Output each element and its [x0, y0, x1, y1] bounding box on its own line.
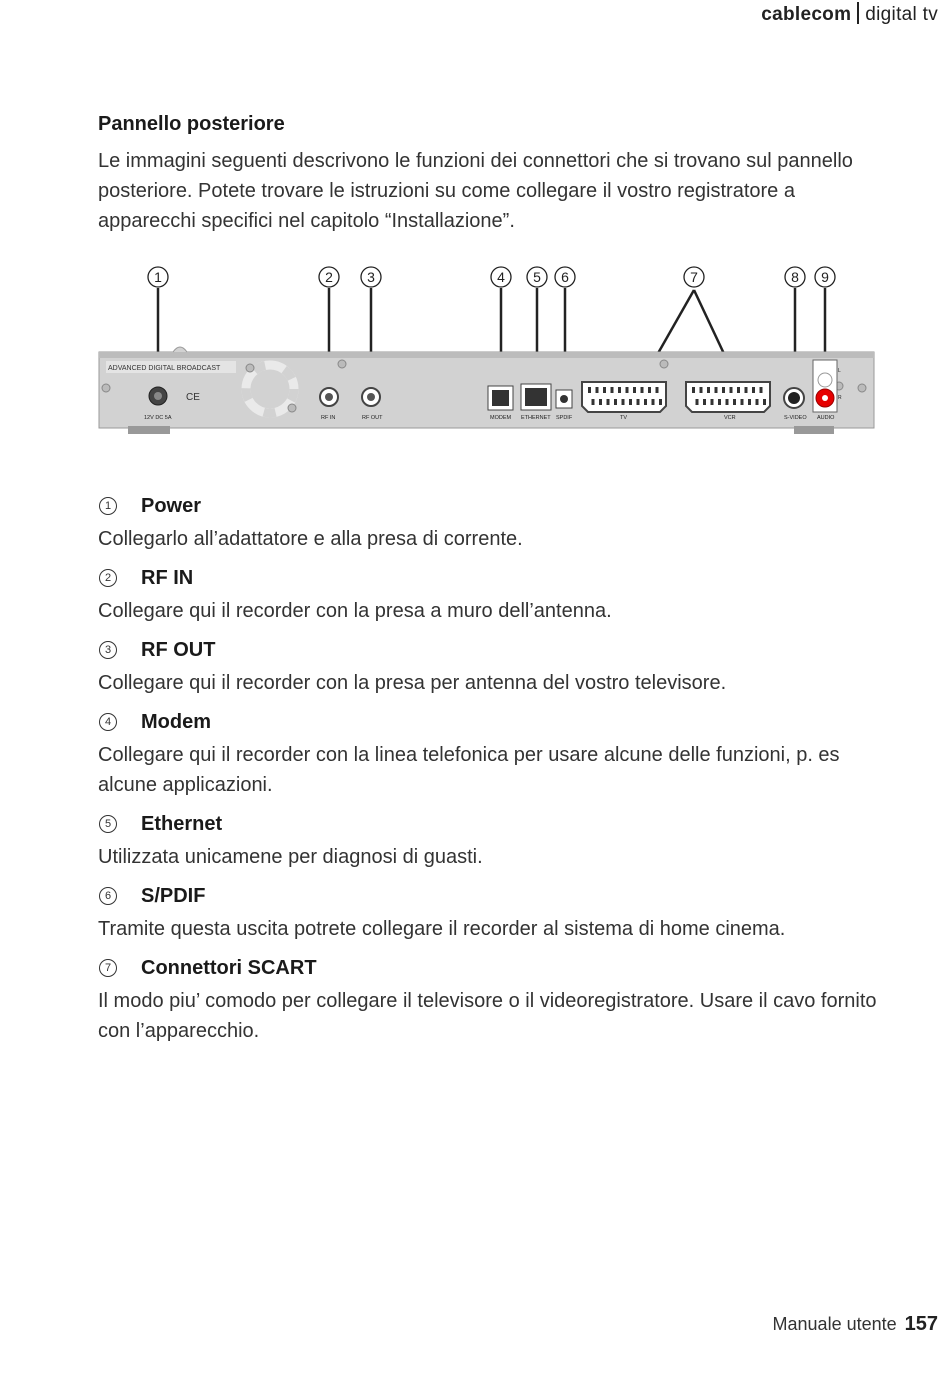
item-description: Collegare qui il recorder con la presa a muro dell’antenna.: [98, 600, 612, 622]
list-item: [98, 562, 898, 626]
scart-pin: [652, 399, 655, 405]
scart-pin: [641, 387, 644, 393]
port-label-rf-out: RF OUT: [362, 415, 383, 421]
item-description: Utilizzata unicamene per diagnosi di guasti.: [98, 846, 483, 868]
callout-1: [148, 267, 168, 287]
item-title: Connettori SCART: [141, 956, 317, 979]
item-description: Il modo piu’ comodo per collegare il televisore o il videoregistratore. Usare il cavo fornito con l’apparecchio.: [98, 990, 877, 1042]
callout-7: [684, 267, 704, 287]
callout-4: [491, 267, 511, 287]
brand-logo: [761, 2, 938, 26]
page-footer: [773, 1313, 938, 1336]
callout-5: [527, 267, 547, 287]
port-label-ethernet: ETHERNET: [521, 415, 551, 421]
item-header: [98, 808, 898, 840]
item-title: RF OUT: [141, 638, 216, 661]
scart-pin: [618, 387, 621, 393]
callout-number: 4: [497, 269, 505, 285]
scart-tv: [582, 382, 666, 412]
callout-6: [555, 267, 575, 287]
item-description: Collegare qui il recorder con la linea telefonica per usare alcune delle funzioni, p. es alcune applicazioni.: [98, 744, 840, 796]
port-label-vcr: VCR: [724, 415, 736, 421]
scart-pin: [718, 399, 721, 405]
scart-pin: [745, 387, 748, 393]
scart-pin: [633, 387, 636, 393]
brand-product: digital tv: [865, 4, 938, 25]
item-number: 7: [99, 959, 117, 977]
callout-number: 9: [821, 269, 829, 285]
scart-pin: [629, 399, 632, 405]
item-description: Collegare qui il recorder con la presa per antenna del vostro televisore.: [98, 672, 727, 694]
scart-pin: [656, 387, 659, 393]
list-item: [98, 706, 898, 800]
port-label-modem: MODEM: [490, 415, 512, 421]
scart-pin: [741, 399, 744, 405]
scart-pin: [596, 387, 599, 393]
item-header: [98, 880, 898, 912]
scart-pin: [607, 399, 610, 405]
callout-8: [785, 267, 805, 287]
scart-pin: [644, 399, 647, 405]
item-title: Modem: [141, 710, 211, 733]
rear-panel-diagram: [98, 256, 878, 441]
scart-pin: [703, 399, 706, 405]
item-number: 2: [99, 569, 117, 587]
callout-2: [319, 267, 339, 287]
section-title: Pannello posteriore: [98, 113, 285, 135]
list-item: [98, 808, 898, 872]
callout-number: 1: [154, 269, 162, 285]
port-label-rf-in: RF IN: [321, 415, 336, 421]
item-number: 5: [99, 815, 117, 833]
scart-pin: [707, 387, 710, 393]
item-title: S/PDIF: [141, 884, 206, 907]
brand-separator: [857, 2, 859, 24]
scart-pin: [611, 387, 614, 393]
item-number: 1: [99, 497, 117, 515]
port-label-svideo: S-VIDEO: [784, 415, 807, 421]
scart-pin: [763, 399, 766, 405]
item-header: [98, 706, 898, 738]
callout-number: 2: [325, 269, 333, 285]
ce-mark: CE: [186, 392, 200, 403]
scart-pin: [626, 387, 629, 393]
panel-brand-label: ADVANCED DIGITAL BROADCAST: [108, 365, 221, 372]
callout-number: 5: [533, 269, 541, 285]
port-label-spdif: SPDIF: [556, 415, 573, 421]
scart-pin: [733, 399, 736, 405]
page-number: 157: [904, 1313, 938, 1335]
scart-pin: [726, 399, 729, 405]
item-header: [98, 562, 898, 594]
callout-numbers: [148, 267, 835, 287]
item-number: 6: [99, 887, 117, 905]
scart-pin: [614, 399, 617, 405]
list-item: [98, 490, 898, 554]
scart-pin: [756, 399, 759, 405]
scart-pin: [730, 387, 733, 393]
port-label-audio: AUDIO: [817, 415, 835, 421]
item-number: 4: [99, 713, 117, 731]
item-description: Tramite questa uscita potrete collegare il recorder al sistema di home cinema.: [98, 918, 786, 940]
scart-pin: [700, 387, 703, 393]
item-number: 3: [99, 641, 117, 659]
section-intro: Le immagini seguenti descrivono le funzioni dei connettori che si trovano sul pannello posteriore. Potete trovare le istruzioni su come collegare il vostro registratore a apparecchi specifici nel capitolo “Installazione”.: [98, 150, 853, 232]
scart-pin: [599, 399, 602, 405]
item-description: Collegarlo all’adattatore e alla presa di corrente.: [98, 528, 523, 550]
callout-3: [361, 267, 381, 287]
scart-pin: [696, 399, 699, 405]
item-header: [98, 490, 898, 522]
scart-pin: [648, 387, 651, 393]
scart-pin: [692, 387, 695, 393]
item-header: [98, 634, 898, 666]
item-title: Power: [141, 494, 202, 517]
scart-pin: [760, 387, 763, 393]
port-label-audio-l: L: [838, 368, 841, 374]
footer-label: Manuale utente: [772, 1314, 897, 1334]
scart-pin: [637, 399, 640, 405]
callout-number: 3: [367, 269, 375, 285]
brand-name: cablecom: [761, 4, 852, 25]
scart-pin: [603, 387, 606, 393]
callout-number: 8: [791, 269, 799, 285]
port-label-power: 12V DC 5A: [144, 415, 172, 421]
scart-pin: [588, 387, 591, 393]
scart-pin: [752, 387, 755, 393]
item-header: [98, 952, 898, 984]
item-title: RF IN: [141, 566, 194, 589]
list-item: [98, 634, 898, 698]
port-label-tv: TV: [620, 415, 628, 421]
list-item: [98, 952, 898, 1046]
scart-pin: [748, 399, 751, 405]
port-label-audio-r: R: [838, 395, 842, 401]
scart-vcr: [686, 382, 770, 412]
connector-list: [98, 490, 898, 1054]
list-item: [98, 880, 898, 944]
scart-pin: [722, 387, 725, 393]
item-title: Ethernet: [141, 812, 223, 835]
callout-number: 6: [561, 269, 569, 285]
scart-pin: [737, 387, 740, 393]
scart-pin: [711, 399, 714, 405]
scart-pin: [622, 399, 625, 405]
callout-number: 7: [690, 269, 698, 285]
scart-pin: [592, 399, 595, 405]
callout-9: [815, 267, 835, 287]
scart-pin: [659, 399, 662, 405]
scart-pin: [715, 387, 718, 393]
